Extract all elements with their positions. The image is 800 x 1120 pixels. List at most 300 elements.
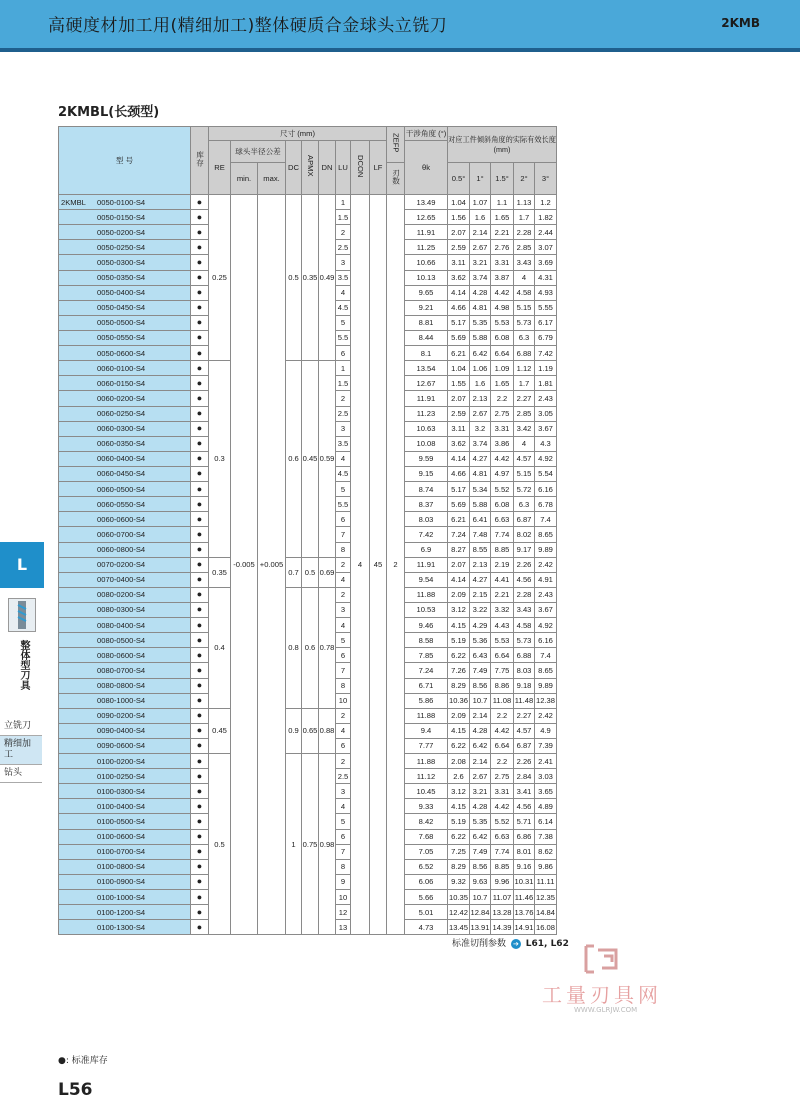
theta-cell: 4.73 [405, 920, 448, 935]
header-rule [0, 48, 800, 52]
theta-cell: 9.4 [405, 723, 448, 738]
series-code: 2KMB [721, 16, 760, 30]
effective-length-cell: 2.14 [470, 708, 491, 723]
effective-length-cell: 3.41 [514, 784, 535, 799]
effective-length-cell: 8.56 [470, 859, 491, 874]
effective-length-cell: 12.42 [448, 905, 470, 920]
effective-length-cell: 3.11 [448, 255, 470, 270]
effective-length-cell: 5.69 [448, 497, 470, 512]
theta-cell: 9.33 [405, 799, 448, 814]
model-cell [59, 451, 191, 466]
lu-cell: 5 [336, 315, 351, 330]
table-row [59, 195, 557, 210]
model-cell [59, 195, 191, 210]
model-cell [59, 663, 191, 678]
effective-length-cell: 3.74 [470, 436, 491, 451]
theta-cell: 13.54 [405, 361, 448, 376]
model-code: 0080-0300-S4 [97, 605, 146, 615]
effective-length-cell: 4.56 [514, 799, 535, 814]
theta-cell: 9.15 [405, 466, 448, 481]
effective-length-cell: 4.42 [491, 285, 514, 300]
effective-length-cell: 6.08 [491, 330, 514, 345]
watermark-text: 工量刃具网 [542, 983, 662, 1007]
model-cell [59, 920, 191, 935]
lu-cell: 4 [336, 799, 351, 814]
effective-length-cell: 2.6 [448, 769, 470, 784]
effective-length-cell: 3.21 [470, 255, 491, 270]
model-code: 0100-0250-S4 [97, 771, 146, 781]
theta-cell: 12.65 [405, 210, 448, 225]
effective-length-cell: 1.2 [535, 195, 557, 210]
model-code: 0100-0800-S4 [97, 862, 146, 872]
effective-length-cell: 4.92 [535, 618, 557, 633]
lu-cell: 4 [336, 285, 351, 300]
effective-length-cell: 6.88 [514, 648, 535, 663]
effective-length-cell: 6.87 [514, 738, 535, 753]
theta-cell: 11.12 [405, 769, 448, 784]
effective-length-cell: 2.2 [491, 708, 514, 723]
theta-cell: 11.91 [405, 225, 448, 240]
effective-length-cell: 4.28 [470, 285, 491, 300]
apmx-cell: 0.75 [302, 754, 319, 935]
effective-length-cell: 6.43 [470, 648, 491, 663]
effective-length-cell: 4 [514, 436, 535, 451]
menu-item-endmill[interactable]: 立铣刀 [0, 718, 42, 736]
model-code: 0070-0400-S4 [97, 575, 146, 585]
model-code: 0100-0200-S4 [97, 756, 146, 766]
theta-cell: 10.63 [405, 421, 448, 436]
lu-cell: 13 [336, 920, 351, 935]
effective-length-cell: 4.14 [448, 572, 470, 587]
model-cell [59, 557, 191, 572]
model-code: 0060-0200-S4 [97, 393, 146, 403]
stock-dot: ● [191, 406, 209, 421]
model-code: 0080-0400-S4 [97, 620, 146, 630]
menu-item-finishing[interactable]: 精细加工 [0, 736, 42, 765]
effective-length-cell: 4.41 [491, 572, 514, 587]
lu-cell: 1.5 [336, 210, 351, 225]
model-cell [59, 376, 191, 391]
effective-length-cell: 6.22 [448, 648, 470, 663]
effective-length-cell: 1.56 [448, 210, 470, 225]
effective-length-cell: 2.2 [491, 754, 514, 769]
model-cell [59, 421, 191, 436]
effective-length-cell: 6.64 [491, 738, 514, 753]
effective-length-cell: 3.42 [514, 421, 535, 436]
effective-length-cell: 2.59 [448, 240, 470, 255]
theta-cell: 5.66 [405, 890, 448, 905]
lu-cell: 4.5 [336, 466, 351, 481]
effective-length-cell: 6.78 [535, 497, 557, 512]
stock-dot: ● [191, 784, 209, 799]
model-cell [59, 844, 191, 859]
effective-length-cell: 5.36 [470, 633, 491, 648]
model-code: 0060-0300-S4 [97, 424, 146, 434]
header-min: min. [231, 163, 258, 195]
dc-cell: 0.6 [286, 361, 302, 557]
effective-length-cell: 4.89 [535, 799, 557, 814]
effective-length-cell: 2.26 [514, 754, 535, 769]
model-code: 0080-0200-S4 [97, 590, 146, 600]
effective-length-cell: 5.88 [470, 330, 491, 345]
theta-cell: 13.49 [405, 195, 448, 210]
effective-length-cell: 12.38 [535, 693, 557, 708]
dcon-cell: 4 [351, 195, 370, 935]
model-cell [59, 542, 191, 557]
effective-length-cell: 3.86 [491, 436, 514, 451]
effective-length-cell: 6.08 [491, 497, 514, 512]
stock-dot: ● [191, 436, 209, 451]
theta-cell: 10.66 [405, 255, 448, 270]
effective-length-cell: 11.48 [514, 693, 535, 708]
re-cell: 0.45 [209, 708, 231, 753]
stock-legend: ●: 标准库存 [58, 1056, 108, 1066]
effective-length-cell: 7.48 [470, 527, 491, 542]
effective-length-cell: 5.15 [514, 466, 535, 481]
re-cell: 0.35 [209, 557, 231, 587]
lu-cell: 4 [336, 618, 351, 633]
model-cell [59, 784, 191, 799]
effective-length-cell: 2.85 [514, 406, 535, 421]
lu-cell: 5 [336, 482, 351, 497]
effective-length-cell: 5.55 [535, 300, 557, 315]
effective-length-cell: 8.29 [448, 859, 470, 874]
effective-length-cell: 2.21 [491, 225, 514, 240]
table-row [59, 754, 557, 769]
lu-cell: 3 [336, 421, 351, 436]
stock-dot: ● [191, 723, 209, 738]
tol-max-cell: +0.005 [258, 195, 286, 935]
effective-length-cell: 5.73 [514, 633, 535, 648]
effective-length-cell: 5.52 [491, 482, 514, 497]
section-tab-l[interactable]: L [0, 542, 44, 588]
model-code: 0100-1200-S4 [97, 907, 146, 917]
effective-length-cell: 12.35 [535, 890, 557, 905]
dc-cell: 0.5 [286, 195, 302, 361]
effective-length-cell: 3.43 [514, 602, 535, 617]
model-code: 0050-0600-S4 [97, 348, 146, 358]
model-code: 0050-0400-S4 [97, 288, 146, 298]
model-cell [59, 406, 191, 421]
lu-cell: 3 [336, 602, 351, 617]
effective-length-cell: 2.42 [535, 557, 557, 572]
lu-cell: 2.5 [336, 769, 351, 784]
effective-length-cell: 7.4 [535, 648, 557, 663]
effective-length-cell: 4.27 [470, 451, 491, 466]
stock-dot: ● [191, 240, 209, 255]
effective-length-cell: 9.32 [448, 874, 470, 889]
lu-cell: 6 [336, 346, 351, 361]
model-cell [59, 346, 191, 361]
effective-length-cell: 1.19 [535, 361, 557, 376]
lu-cell: 7 [336, 663, 351, 678]
effective-length-cell: 6.41 [470, 512, 491, 527]
effective-length-cell: 5.53 [491, 315, 514, 330]
model-code: 0070-0200-S4 [97, 560, 146, 570]
model-code: 0050-0100-S4 [97, 197, 146, 207]
model-cell [59, 270, 191, 285]
stock-dot: ● [191, 829, 209, 844]
header-lu: LU [336, 141, 351, 195]
effective-length-cell: 6.88 [514, 346, 535, 361]
lu-cell: 1 [336, 195, 351, 210]
header-model: 型 号 [59, 127, 191, 195]
effective-length-cell: 4.93 [535, 285, 557, 300]
effective-length-cell: 2.07 [448, 391, 470, 406]
effective-length-cell: 3.07 [535, 240, 557, 255]
model-cell [59, 210, 191, 225]
spec-table [58, 126, 557, 935]
header-max: max. [258, 163, 286, 195]
model-code: 0090-0200-S4 [97, 711, 146, 721]
menu-item-drill[interactable]: 钻头 [0, 765, 42, 783]
dc-cell: 0.8 [286, 587, 302, 708]
theta-cell: 7.42 [405, 527, 448, 542]
effective-length-cell: 5.73 [514, 315, 535, 330]
model-cell [59, 482, 191, 497]
header-stock: 库存 [191, 127, 209, 195]
zefp-cell: 2 [387, 195, 405, 935]
model-cell [59, 708, 191, 723]
theta-cell: 6.9 [405, 542, 448, 557]
stock-dot: ● [191, 512, 209, 527]
effective-length-cell: 7.24 [448, 527, 470, 542]
arrow-icon: ➔ [511, 939, 521, 949]
effective-length-cell: 2.13 [470, 557, 491, 572]
header-angle-1: 1° [470, 163, 491, 195]
effective-length-cell: 8.86 [491, 678, 514, 693]
model-cell [59, 738, 191, 753]
header-dcon: DCON [351, 141, 370, 195]
effective-length-cell: 7.25 [448, 844, 470, 859]
effective-length-cell: 12.84 [470, 905, 491, 920]
theta-cell: 7.68 [405, 829, 448, 844]
effective-length-cell: 6.86 [514, 829, 535, 844]
tol-min-cell: -0.005 [231, 195, 258, 935]
effective-length-cell: 3.12 [448, 784, 470, 799]
effective-length-cell: 3.31 [491, 255, 514, 270]
effective-length-cell: 6.63 [491, 829, 514, 844]
effective-length-cell: 6.63 [491, 512, 514, 527]
effective-length-cell: 3.2 [470, 421, 491, 436]
effective-length-cell: 4.3 [535, 436, 557, 451]
stock-dot: ● [191, 844, 209, 859]
effective-length-cell: 3.67 [535, 421, 557, 436]
lu-cell: 12 [336, 905, 351, 920]
effective-length-cell: 8.02 [514, 527, 535, 542]
effective-length-cell: 4.92 [535, 451, 557, 466]
model-cell [59, 829, 191, 844]
reference-pages[interactable]: L61, L62 [525, 939, 569, 949]
effective-length-cell: 4.15 [448, 799, 470, 814]
model-cell [59, 512, 191, 527]
stock-dot: ● [191, 270, 209, 285]
table-row [59, 557, 557, 572]
effective-length-cell: 1.7 [514, 210, 535, 225]
lu-cell: 2 [336, 391, 351, 406]
effective-length-cell: 4.29 [470, 618, 491, 633]
header-interference: 干涉角度 (°) [405, 127, 448, 141]
effective-length-cell: 13.28 [491, 905, 514, 920]
theta-cell: 5.86 [405, 693, 448, 708]
watermark-logo-icon [582, 944, 620, 974]
effective-length-cell: 4.42 [491, 451, 514, 466]
effective-length-cell: 6.22 [448, 738, 470, 753]
effective-length-cell: 2.27 [514, 391, 535, 406]
model-cell [59, 814, 191, 829]
effective-length-cell: 3.43 [514, 255, 535, 270]
model-code: 0090-0400-S4 [97, 726, 146, 736]
theta-cell: 11.88 [405, 708, 448, 723]
model-cell [59, 330, 191, 345]
table-row [59, 708, 557, 723]
dn-cell: 0.88 [319, 708, 336, 753]
effective-length-cell: 1.65 [491, 210, 514, 225]
effective-length-cell: 7.49 [470, 663, 491, 678]
effective-length-cell: 2.07 [448, 557, 470, 572]
apmx-cell: 0.6 [302, 587, 319, 708]
effective-length-cell: 7.26 [448, 663, 470, 678]
model-cell [59, 315, 191, 330]
effective-length-cell: 5.52 [491, 814, 514, 829]
effective-length-cell: 8.85 [491, 542, 514, 557]
effective-length-cell: 5.88 [470, 497, 491, 512]
stock-dot: ● [191, 693, 209, 708]
model-cell [59, 890, 191, 905]
theta-cell: 6.06 [405, 874, 448, 889]
effective-length-cell: 5.72 [514, 482, 535, 497]
header-zefp: ZEFP [387, 127, 405, 163]
model-cell [59, 436, 191, 451]
effective-length-cell: 1.13 [514, 195, 535, 210]
dn-cell: 0.98 [319, 754, 336, 935]
model-code: 0060-0500-S4 [97, 484, 146, 494]
watermark-url: WWW.GLRJW.COM [574, 1006, 638, 1014]
effective-length-cell: 9.18 [514, 678, 535, 693]
effective-length-cell: 6.21 [448, 346, 470, 361]
effective-length-cell: 2.59 [448, 406, 470, 421]
effective-length-cell: 2.43 [535, 391, 557, 406]
lu-cell: 7 [336, 844, 351, 859]
effective-length-cell: 2.43 [535, 587, 557, 602]
model-cell [59, 602, 191, 617]
model-code: 0060-0350-S4 [97, 439, 146, 449]
stock-dot: ● [191, 527, 209, 542]
effective-length-cell: 4.27 [470, 572, 491, 587]
effective-length-cell: 5.71 [514, 814, 535, 829]
stock-dot: ● [191, 451, 209, 466]
effective-length-cell: 2.67 [470, 769, 491, 784]
effective-length-cell: 1.6 [470, 376, 491, 391]
effective-length-cell: 7.38 [535, 829, 557, 844]
effective-length-cell: 3.03 [535, 769, 557, 784]
effective-length-cell: 3.67 [535, 602, 557, 617]
effective-length-cell: 4.58 [514, 285, 535, 300]
stock-dot: ● [191, 255, 209, 270]
model-cell [59, 693, 191, 708]
dn-cell: 0.69 [319, 557, 336, 587]
effective-length-cell: 10.35 [448, 890, 470, 905]
effective-length-cell: 6.87 [514, 512, 535, 527]
effective-length-cell: 6.42 [470, 738, 491, 753]
effective-length-cell: 6.22 [448, 829, 470, 844]
model-code: 0050-0200-S4 [97, 227, 146, 237]
model-code: 0060-0400-S4 [97, 454, 146, 464]
header-lf: LF [370, 141, 387, 195]
lu-cell: 4.5 [336, 300, 351, 315]
effective-length-cell: 1.81 [535, 376, 557, 391]
theta-cell: 9.21 [405, 300, 448, 315]
effective-length-cell: 11.11 [535, 874, 557, 889]
effective-length-cell: 7.39 [535, 738, 557, 753]
effective-length-cell: 2.14 [470, 754, 491, 769]
effective-length-cell: 4.66 [448, 300, 470, 315]
effective-length-cell: 3.11 [448, 421, 470, 436]
apmx-cell: 0.45 [302, 361, 319, 557]
lu-cell: 8 [336, 678, 351, 693]
header-re-tol: 球头半径公差 [231, 141, 286, 163]
header-apmx: APMX [302, 141, 319, 195]
apmx-cell: 0.65 [302, 708, 319, 753]
model-cell [59, 874, 191, 889]
effective-length-cell: 8.55 [470, 542, 491, 557]
model-cell [59, 723, 191, 738]
effective-length-cell: 13.45 [448, 920, 470, 935]
effective-length-cell: 6.42 [470, 829, 491, 844]
effective-length-cell: 4.43 [491, 618, 514, 633]
stock-dot: ● [191, 874, 209, 889]
effective-length-cell: 4.91 [535, 572, 557, 587]
model-cell [59, 466, 191, 481]
theta-cell: 7.24 [405, 663, 448, 678]
model-cell [59, 527, 191, 542]
lu-cell: 5.5 [336, 497, 351, 512]
effective-length-cell: 6.64 [491, 346, 514, 361]
effective-length-cell: 2.09 [448, 587, 470, 602]
effective-length-cell: 14.39 [491, 920, 514, 935]
effective-length-cell: 5.19 [448, 633, 470, 648]
stock-dot: ● [191, 482, 209, 497]
stock-dot: ● [191, 799, 209, 814]
theta-cell: 9.65 [405, 285, 448, 300]
dc-cell: 1 [286, 754, 302, 935]
effective-length-cell: 2.85 [514, 240, 535, 255]
stock-dot: ● [191, 814, 209, 829]
theta-cell: 11.91 [405, 557, 448, 572]
model-code: 0100-0400-S4 [97, 801, 146, 811]
theta-cell: 8.37 [405, 497, 448, 512]
effective-length-cell: 2.13 [470, 391, 491, 406]
header-flutes: 刃数 [387, 163, 405, 195]
effective-length-cell: 4.81 [470, 300, 491, 315]
model-cell [59, 799, 191, 814]
effective-length-cell: 2.67 [470, 240, 491, 255]
table-header [59, 127, 557, 195]
apmx-cell: 0.5 [302, 557, 319, 587]
effective-length-cell: 4.98 [491, 300, 514, 315]
effective-length-cell: 5.15 [514, 300, 535, 315]
effective-length-cell: 7.49 [470, 844, 491, 859]
model-cell [59, 255, 191, 270]
stock-dot: ● [191, 572, 209, 587]
effective-length-cell: 5.69 [448, 330, 470, 345]
theta-cell: 8.44 [405, 330, 448, 345]
model-code: 0050-0550-S4 [97, 333, 146, 343]
stock-dot: ● [191, 557, 209, 572]
lu-cell: 6 [336, 648, 351, 663]
stock-dot: ● [191, 376, 209, 391]
header-theta: θk [405, 141, 448, 195]
